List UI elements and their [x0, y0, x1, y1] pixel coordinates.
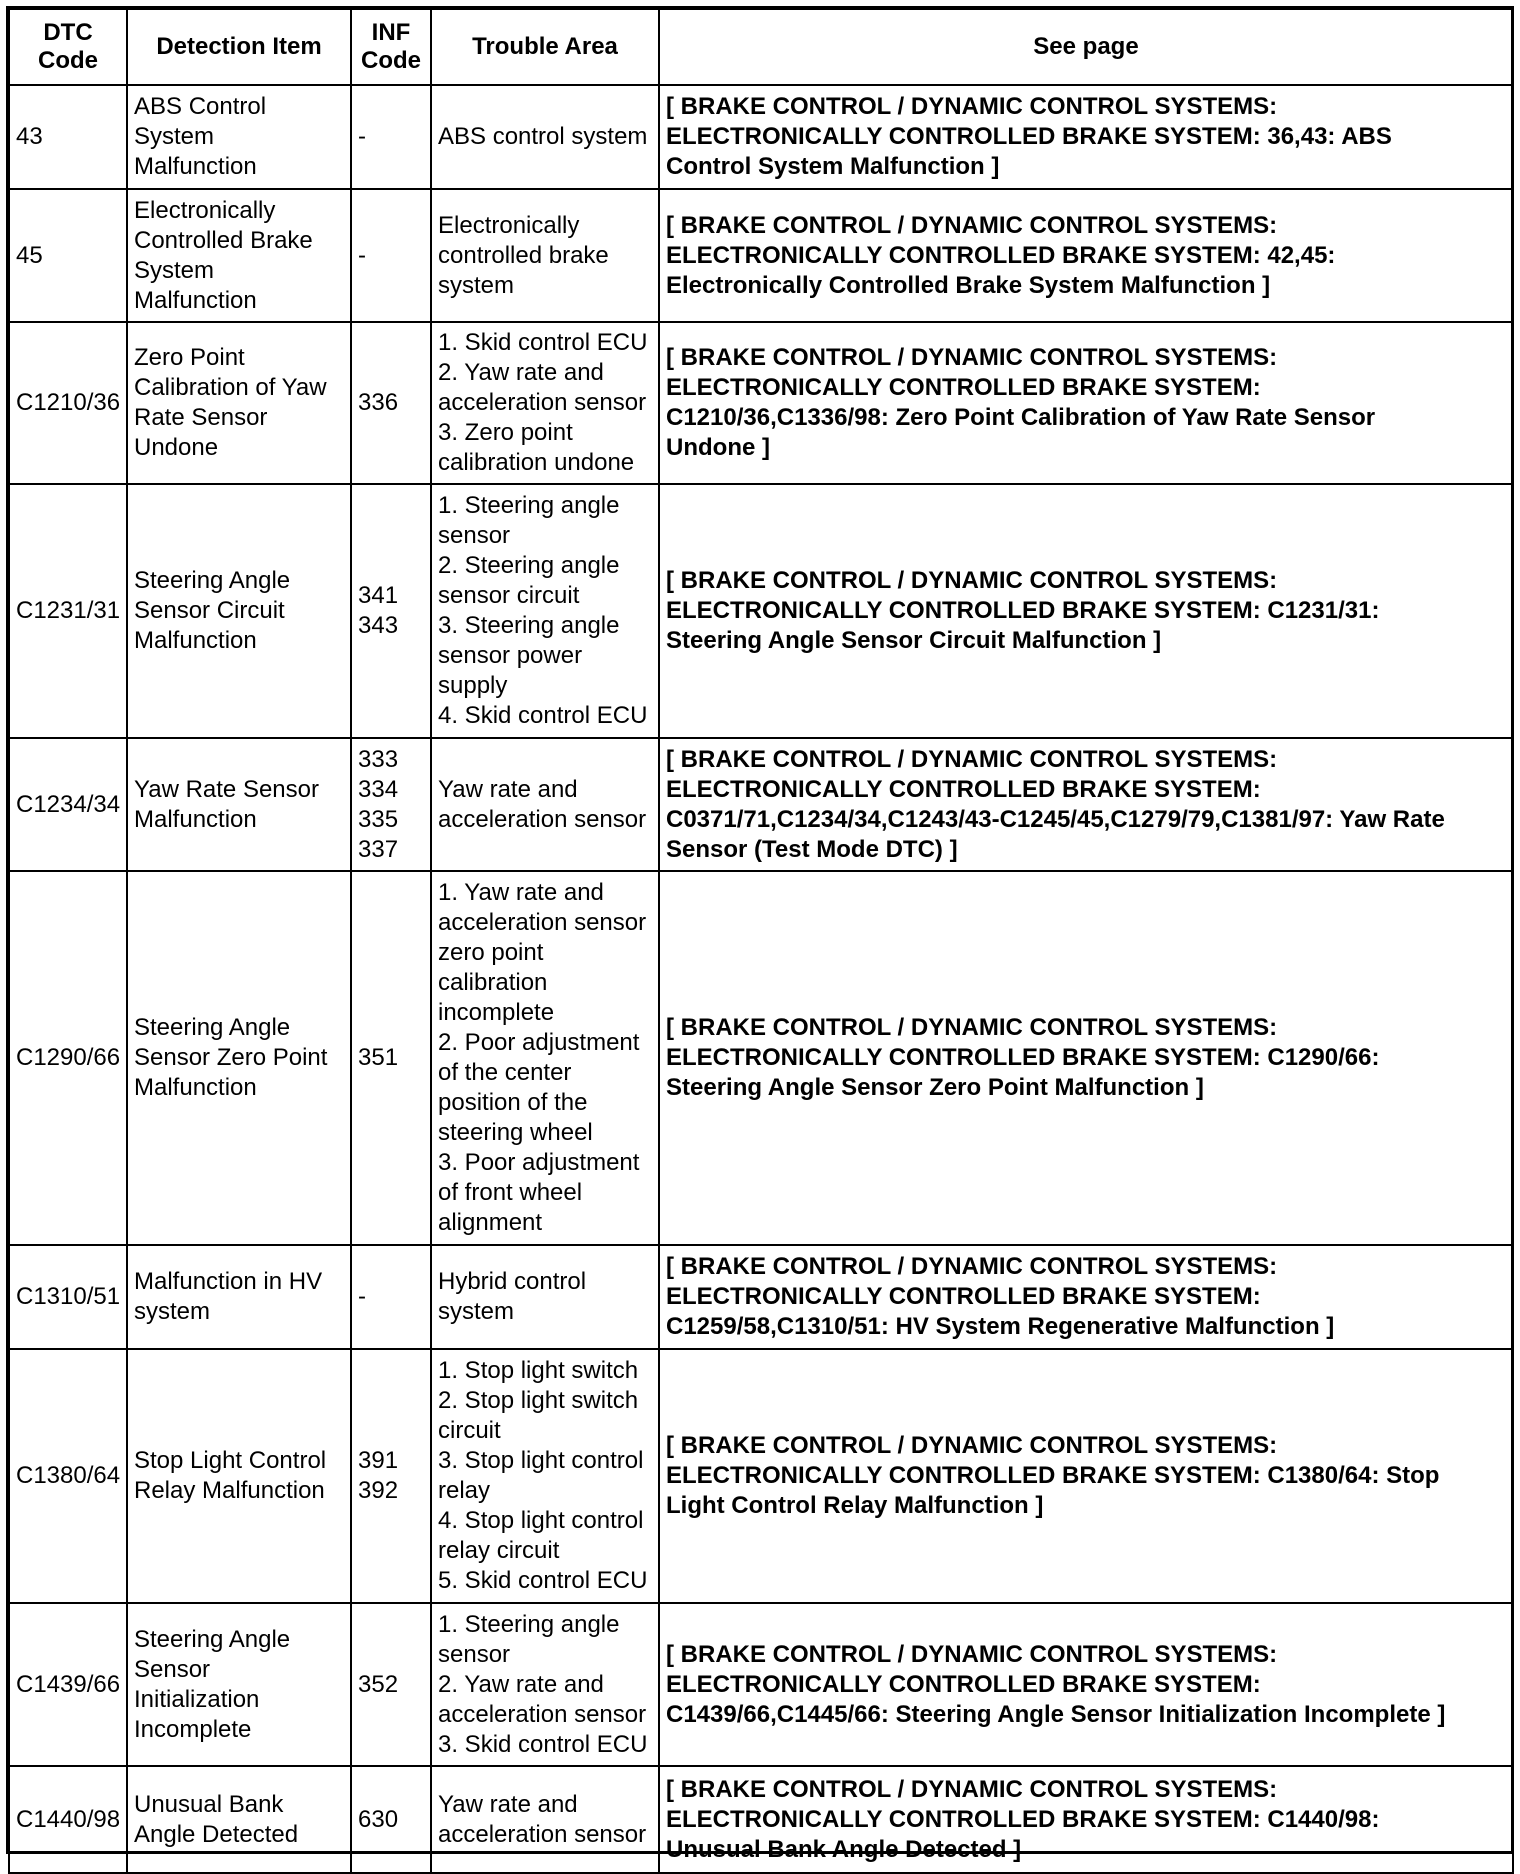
inf-code-cell: -: [351, 1245, 431, 1349]
inf-code-cell: 351: [351, 871, 431, 1245]
table-row: [9, 738, 1513, 871]
table-row: [9, 1349, 1513, 1603]
trouble-area-cell: 1. Yaw rate and acceleration sensor zero point calibration incomplete 2. Poor adjustment of the center position of the steering wheel 3. Poor adjustment of front wheel alignment: [431, 871, 659, 1245]
detection-item-cell: Steering Angle Sensor Circuit Malfunction: [127, 484, 351, 738]
dtc-code-cell: C1234/34: [9, 738, 127, 871]
dtc-code-cell: C1310/51: [9, 1245, 127, 1349]
see-page-link[interactable]: [ BRAKE CONTROL / DYNAMIC CONTROL SYSTEMS: ELECTRONICALLY CONTROLLED BRAKE SYSTEM: 36,43: ABS Control System Malfunction ]: [659, 85, 1513, 189]
header-dtc-code: DTC Code: [9, 9, 127, 85]
see-page-link[interactable]: [ BRAKE CONTROL / DYNAMIC CONTROL SYSTEMS: ELECTRONICALLY CONTROLLED BRAKE SYSTEM: 42,45: Electronically Controlled Brake System Malfunction ]: [659, 189, 1513, 322]
dtc-code-cell: C1210/36: [9, 322, 127, 484]
dtc-code-cell: C1290/66: [9, 871, 127, 1245]
see-page-link[interactable]: [ BRAKE CONTROL / DYNAMIC CONTROL SYSTEMS: ELECTRONICALLY CONTROLLED BRAKE SYSTEM: C1440/98: Unusual Bank Angle Detected ]: [659, 1766, 1513, 1873]
trouble-area-cell: Electronically controlled brake system: [431, 189, 659, 322]
table-row: [9, 85, 1513, 189]
trouble-area-cell: 1. Skid control ECU 2. Yaw rate and acceleration sensor 3. Zero point calibration undone: [431, 322, 659, 484]
see-page-link[interactable]: [ BRAKE CONTROL / DYNAMIC CONTROL SYSTEMS: ELECTRONICALLY CONTROLLED BRAKE SYSTEM: C1210/36,C1336/98: Zero Point Calibration of Yaw Rate Sensor Undone ]: [659, 322, 1513, 484]
dtc-code-cell: C1231/31: [9, 484, 127, 738]
trouble-area-cell: 1. Steering angle sensor 2. Steering angle sensor circuit 3. Steering angle sensor power supply 4. Skid control ECU: [431, 484, 659, 738]
table-row: [9, 1245, 1513, 1349]
detection-item-cell: Yaw Rate Sensor Malfunction: [127, 738, 351, 871]
detection-item-cell: Steering Angle Sensor Zero Point Malfunction: [127, 871, 351, 1245]
dtc-code-cell: C1380/64: [9, 1349, 127, 1603]
see-page-link[interactable]: [ BRAKE CONTROL / DYNAMIC CONTROL SYSTEMS: ELECTRONICALLY CONTROLLED BRAKE SYSTEM: C1290/66: Steering Angle Sensor Zero Point Malfunction ]: [659, 871, 1513, 1245]
detection-item-cell: Unusual Bank Angle Detected: [127, 1766, 351, 1873]
table-row: [9, 484, 1513, 738]
dtc-code-cell: C1439/66: [9, 1603, 127, 1766]
table-row: [9, 189, 1513, 322]
header-trouble-area: Trouble Area: [431, 9, 659, 85]
inf-code-cell: 333 334 335 337: [351, 738, 431, 871]
header-detection-item: Detection Item: [127, 9, 351, 85]
inf-code-cell: 341 343: [351, 484, 431, 738]
dtc-table: [8, 8, 1514, 1874]
table-row: [9, 322, 1513, 484]
trouble-area-cell: Hybrid control system: [431, 1245, 659, 1349]
see-page-link[interactable]: [ BRAKE CONTROL / DYNAMIC CONTROL SYSTEMS: ELECTRONICALLY CONTROLLED BRAKE SYSTEM: C1259/58,C1310/51: HV System Regenerative Malfunction ]: [659, 1245, 1513, 1349]
trouble-area-cell: Yaw rate and acceleration sensor: [431, 738, 659, 871]
trouble-area-cell: 1. Steering angle sensor 2. Yaw rate and acceleration sensor 3. Skid control ECU: [431, 1603, 659, 1766]
dtc-code-cell: 43: [9, 85, 127, 189]
see-page-link[interactable]: [ BRAKE CONTROL / DYNAMIC CONTROL SYSTEMS: ELECTRONICALLY CONTROLLED BRAKE SYSTEM: C1380/64: Stop Light Control Relay Malfunction ]: [659, 1349, 1513, 1603]
trouble-area-cell: Yaw rate and acceleration sensor: [431, 1766, 659, 1873]
inf-code-cell: 391 392: [351, 1349, 431, 1603]
trouble-area-cell: 1. Stop light switch 2. Stop light switch circuit 3. Stop light control relay 4. Stop light control relay circuit 5. Skid control ECU: [431, 1349, 659, 1603]
inf-code-cell: -: [351, 85, 431, 189]
inf-code-cell: 630: [351, 1766, 431, 1873]
trouble-area-cell: ABS control system: [431, 85, 659, 189]
table-row: [9, 871, 1513, 1245]
table-row: [9, 1766, 1513, 1873]
inf-code-cell: -: [351, 189, 431, 322]
table-row: [9, 1603, 1513, 1766]
header-see-page: See page: [659, 9, 1513, 85]
detection-item-cell: Electronically Controlled Brake System Malfunction: [127, 189, 351, 322]
detection-item-cell: Stop Light Control Relay Malfunction: [127, 1349, 351, 1603]
detection-item-cell: Zero Point Calibration of Yaw Rate Sensor Undone: [127, 322, 351, 484]
header-inf-code: INF Code: [351, 9, 431, 85]
detection-item-cell: Steering Angle Sensor Initialization Incomplete: [127, 1603, 351, 1766]
detection-item-cell: Malfunction in HV system: [127, 1245, 351, 1349]
dtc-code-cell: C1440/98: [9, 1766, 127, 1873]
inf-code-cell: 336: [351, 322, 431, 484]
see-page-link[interactable]: [ BRAKE CONTROL / DYNAMIC CONTROL SYSTEMS: ELECTRONICALLY CONTROLLED BRAKE SYSTEM: C1439/66,C1445/66: Steering Angle Sensor Initialization Incomplete ]: [659, 1603, 1513, 1766]
dtc-code-cell: 45: [9, 189, 127, 322]
see-page-link[interactable]: [ BRAKE CONTROL / DYNAMIC CONTROL SYSTEMS: ELECTRONICALLY CONTROLLED BRAKE SYSTEM: C0371/71,C1234/34,C1243/43-C1245/45,C1279/79,C1381/97: Yaw Rate Sensor (Test Mode DTC) ]: [659, 738, 1513, 871]
see-page-link[interactable]: [ BRAKE CONTROL / DYNAMIC CONTROL SYSTEMS: ELECTRONICALLY CONTROLLED BRAKE SYSTEM: C1231/31: Steering Angle Sensor Circuit Malfunction ]: [659, 484, 1513, 738]
header-row: [9, 9, 1513, 85]
detection-item-cell: ABS Control System Malfunction: [127, 85, 351, 189]
inf-code-cell: 352: [351, 1603, 431, 1766]
